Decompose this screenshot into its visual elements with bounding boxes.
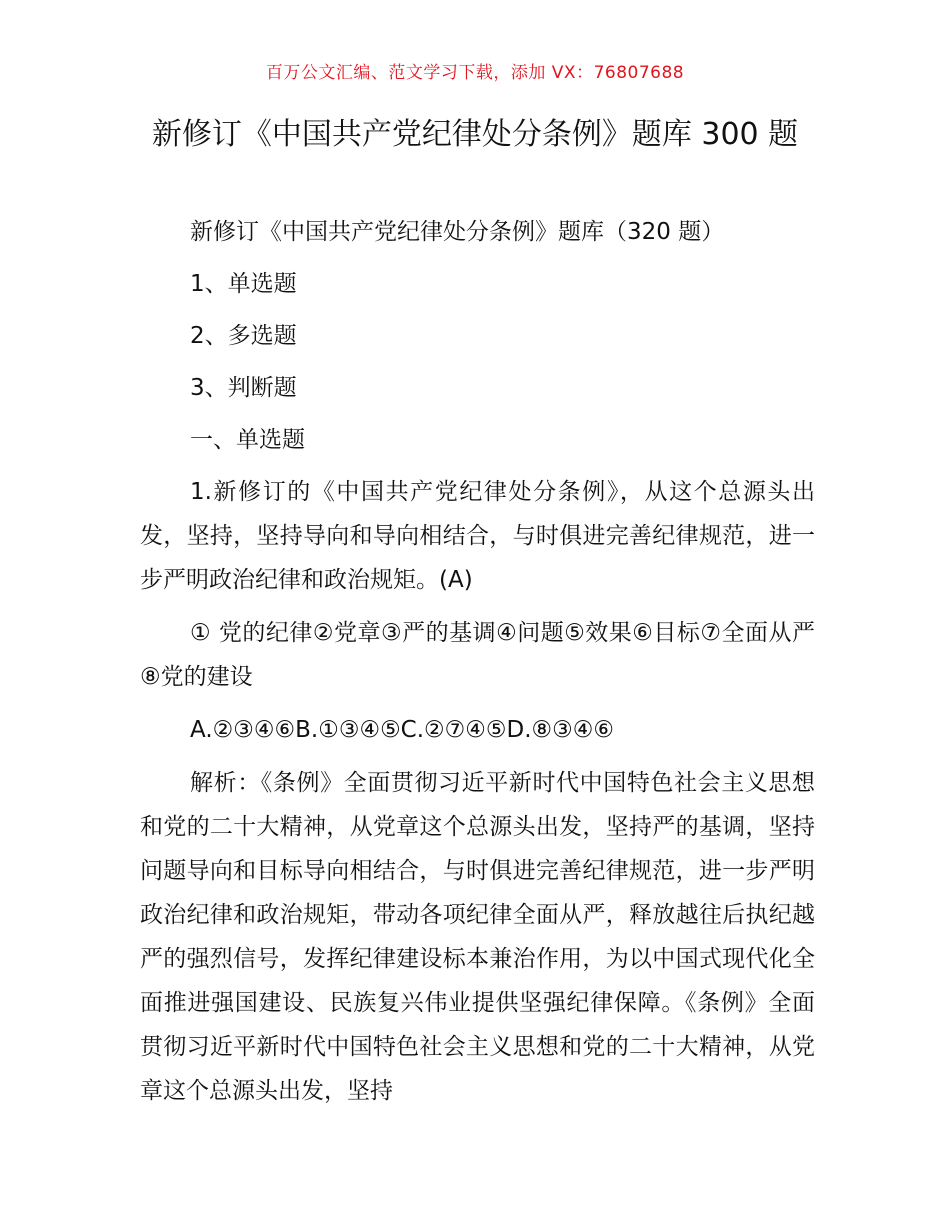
promo-banner: 百万公文汇编、范文学习下载，添加 VX：76807688 xyxy=(265,63,685,83)
question-analysis: 解析：《条例》全面贯彻习近平新时代中国特色社会主义思想和党的二十大精神，从党章这个总源头出发，坚持严的基调，坚持问题导向和目标导向相结合，与时俱进完善纪律规范，进一步严明政治纪律和政治规矩，带动各项纪律全面从严，释放越往后执纪越严的强烈信号，发挥纪律建设标本兼治作用，为以中国式现代化全面推进强国建设、民族复兴伟业提供坚强纪律保障。《条例》全面贯彻习近平新时代中国特色社会主义思想和党的二十大精神，从党章这个总源头出发，坚持 xyxy=(140,770,815,1104)
toc-item-multiple-choice: 2、多选题 xyxy=(190,323,297,349)
section-heading: 一、单选题 xyxy=(190,427,305,453)
toc-item-true-false: 3、判断题 xyxy=(190,375,297,401)
question-items: ① 党的纪律②党章③严的基调④问题⑤效果⑥目标⑦全面从严⑧党的建设 xyxy=(140,620,815,690)
document-title: 新修订《中国共产党纪律处分条例》题库 300 题 xyxy=(151,117,799,152)
toc-item-single-choice: 1、单选题 xyxy=(190,271,297,297)
subtitle: 新修订《中国共产党纪律处分条例》题库（320 题） xyxy=(190,219,725,245)
question-options: A.②③④⑥B.①③④⑤C.②⑦④⑤D.⑧③④⑥ xyxy=(190,717,615,743)
question-stem: 1.新修订的《中国共产党纪律处分条例》，从这个总源头出发，坚持，坚持导向和导向相结合，与时俱进完善纪律规范，进一步严明政治纪律和政治规矩。(A) xyxy=(140,479,815,593)
document-body xyxy=(140,210,815,1122)
